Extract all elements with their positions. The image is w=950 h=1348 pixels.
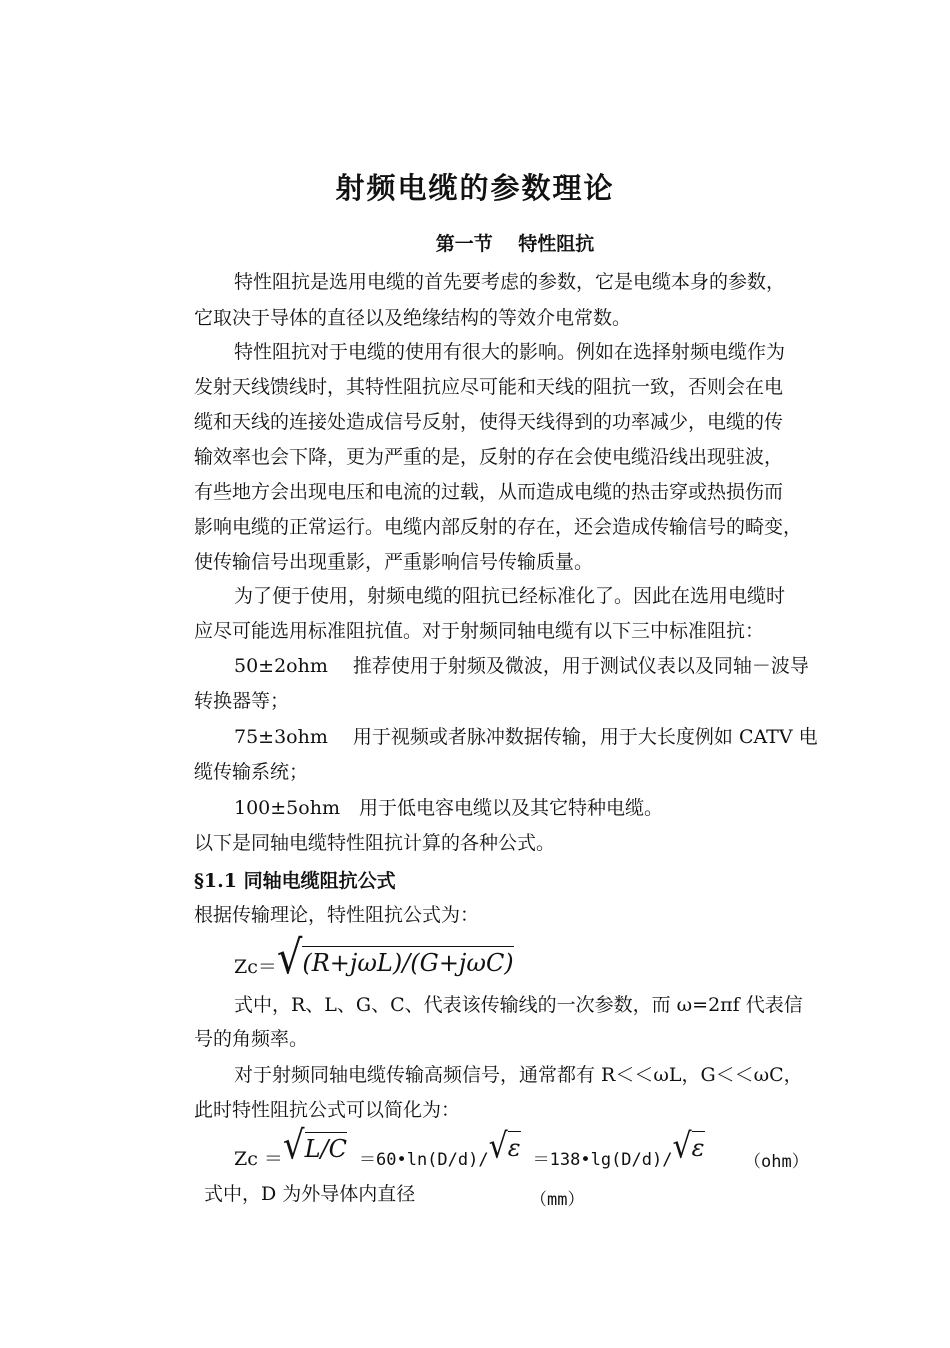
- paragraph-line: 以下是同轴电缆特性阻抗计算的各种公式。: [194, 832, 556, 854]
- radical-sign: √: [282, 1123, 305, 1169]
- impedance-item-75: 75±3ohm 用于视频或者脉冲数据传输，用于大长度例如 CATV 电: [234, 726, 818, 748]
- sqrt-lc: [282, 1123, 347, 1169]
- radical-sign: √: [276, 931, 303, 985]
- formula-ln-term: ＝60•ln(D/d)/: [359, 1150, 489, 1170]
- formula-impedance-simplified: [234, 1123, 705, 1170]
- formula-impedance-general: [234, 931, 514, 985]
- subsection-heading: §1.1 同轴电缆阻抗公式: [194, 870, 396, 892]
- paragraph-line: 特性阻抗是选用电缆的首先要考虑的参数，它是电缆本身的参数，: [234, 271, 786, 293]
- impedance-item-50: 50±2ohm 推荐使用于射频及微波，用于测试仪表以及同轴－波导: [234, 655, 809, 677]
- epsilon-symbol: ε: [508, 1131, 521, 1162]
- impedance-item-100: 100±5ohm 用于低电容电缆以及其它特种电缆。: [234, 797, 663, 819]
- radical-sign: √: [488, 1125, 508, 1167]
- formula-unit-ohm: （ohm）: [744, 1152, 809, 1172]
- sqrt-lc-term: L/C: [305, 1132, 347, 1163]
- formula-lg-term: ＝138•lg(D/d)/: [532, 1150, 673, 1170]
- radical-sign: √: [672, 1125, 692, 1167]
- formula-intro: 根据传输理论，特性阻抗公式为：: [194, 904, 480, 926]
- sqrt-epsilon: [672, 1125, 705, 1167]
- paragraph-line: 有些地方会出现电压和电流的过载，从而造成电缆的热击穿或热损伤而: [194, 481, 784, 503]
- paragraph-line: 发射天线馈线时，其特性阻抗应尽可能和天线的阻抗一致，否则会在电: [194, 376, 784, 398]
- paragraph-line: 应尽可能选用标准阻抗值。对于射频同轴电缆有以下三中标准阻抗：: [194, 620, 765, 642]
- unit-mm: （mm）: [530, 1190, 585, 1210]
- paragraph-line: 输效率也会下降，更为严重的是，反射的存在会使电缆沿线出现驻波，: [194, 446, 784, 468]
- paragraph-line: 特性阻抗对于电缆的使用有很大的影响。例如在选择射频电缆作为: [234, 341, 786, 363]
- document-title: 射频电缆的参数理论: [335, 171, 615, 205]
- paragraph-line: 使传输信号出现重影，严重影响信号传输质量。: [194, 551, 594, 573]
- paragraph-line: 它取决于导体的直径以及绝缘结构的等效介电常数。: [194, 307, 632, 329]
- section-title: 第一节 特性阻抗: [435, 233, 595, 255]
- paragraph-line: 式中，R、L、G、C、代表该传输线的一次参数，而 ω=2πf 代表信: [234, 994, 803, 1016]
- paragraph-line: 此时特性阻抗公式可以简化为：: [194, 1099, 461, 1121]
- paragraph-line: 缆和天线的连接处造成信号反射，使得天线得到的功率减少，电缆的传: [194, 411, 784, 433]
- paragraph-line: 对于射频同轴电缆传输高频信号，通常都有 R＜＜ωL，G＜＜ωC，: [234, 1064, 803, 1086]
- paragraph-line: 为了便于使用，射频电缆的阻抗已经标准化了。因此在选用电缆时: [234, 585, 786, 607]
- sqrt-expression: [276, 931, 514, 985]
- formula-lhs: Zc ＝: [234, 1148, 283, 1170]
- paragraph-line: 缆传输系统；: [194, 761, 309, 783]
- formula-lhs: Zc＝: [234, 956, 277, 978]
- formula-expression: (R+jωL)/(G+jωC): [302, 946, 513, 977]
- sqrt-epsilon: [488, 1125, 521, 1167]
- paragraph-line: 号的角频率。: [194, 1028, 309, 1050]
- paragraph-line: 式中，D 为外导体内直径: [204, 1183, 416, 1205]
- epsilon-symbol: ε: [692, 1131, 705, 1162]
- paragraph-line: 影响电缆的正常运行。电缆内部反射的存在，还会造成传输信号的畸变，: [194, 516, 803, 538]
- paragraph-line: 转换器等；: [194, 690, 290, 712]
